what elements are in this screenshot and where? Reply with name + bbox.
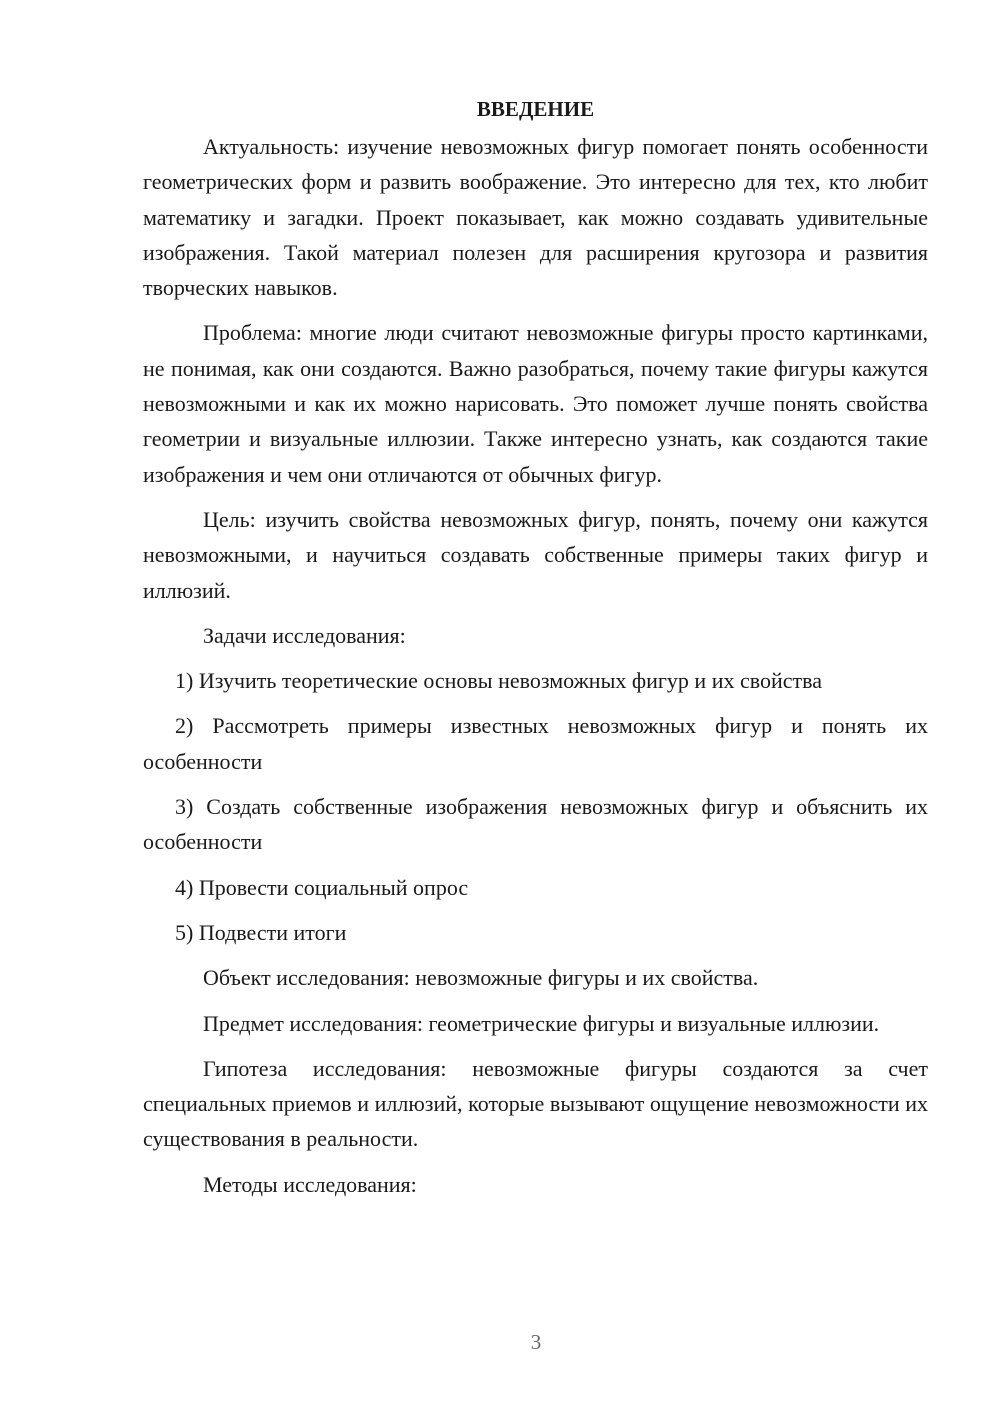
relevance-paragraph: Актуальность: изучение невозможных фигур помогает понять особенности геометрических форм и развить воображение. Это интересно для тех, кто любит математику и загадки. Проект показывает, как можно создавать удивительные изображения. Такой материал полезен для расширения кругозора и развития творческих навыков. bbox=[143, 134, 928, 301]
task-item: 2) Рассмотреть примеры известных невозможных фигур и понять их особенности bbox=[143, 713, 928, 774]
methods-heading: Методы исследования: bbox=[203, 1171, 417, 1197]
document-page bbox=[143, 92, 928, 1212]
tasks-list bbox=[143, 663, 928, 950]
page-number: 3 bbox=[530, 1330, 542, 1354]
task-item: 5) Подвести итоги bbox=[175, 919, 347, 945]
goal-paragraph: Цель: изучить свойства невозможных фигур, понять, почему они кажутся невозможными, и научиться создавать собственные примеры таких фигур и иллюзий. bbox=[143, 506, 928, 603]
problem-paragraph: Проблема: многие люди считают невозможные фигуры просто картинками, не понимая, как они создаются. Важно разобраться, почему такие фигуры кажутся невозможными и как их можно нарисовать. Это поможет лучше понять свойства геометрии и визуальные иллюзии. Также интересно узнать, как создаются такие изображения и чем они отличаются от обычных фигур. bbox=[143, 320, 928, 487]
task-item: 3) Создать собственные изображения невозможных фигур и объяснить их особенности bbox=[143, 794, 928, 855]
tasks-heading: Задачи исследования: bbox=[203, 622, 406, 648]
task-item: 1) Изучить теоретические основы невозможных фигур и их свойства bbox=[175, 668, 822, 694]
subject-paragraph: Предмет исследования: геометрические фигуры и визуальные иллюзии. bbox=[203, 1010, 880, 1036]
object-paragraph: Объект исследования: невозможные фигуры и их свойства. bbox=[203, 965, 759, 991]
hypothesis-paragraph: Гипотеза исследования: невозможные фигуры создаются за счет специальных приемов и иллюзий, которые вызывают ощущение невозможности их существования в реальности. bbox=[143, 1055, 928, 1152]
section-title: ВВЕДЕНИЕ bbox=[476, 97, 595, 121]
task-item: 4) Провести социальный опрос bbox=[175, 874, 469, 900]
